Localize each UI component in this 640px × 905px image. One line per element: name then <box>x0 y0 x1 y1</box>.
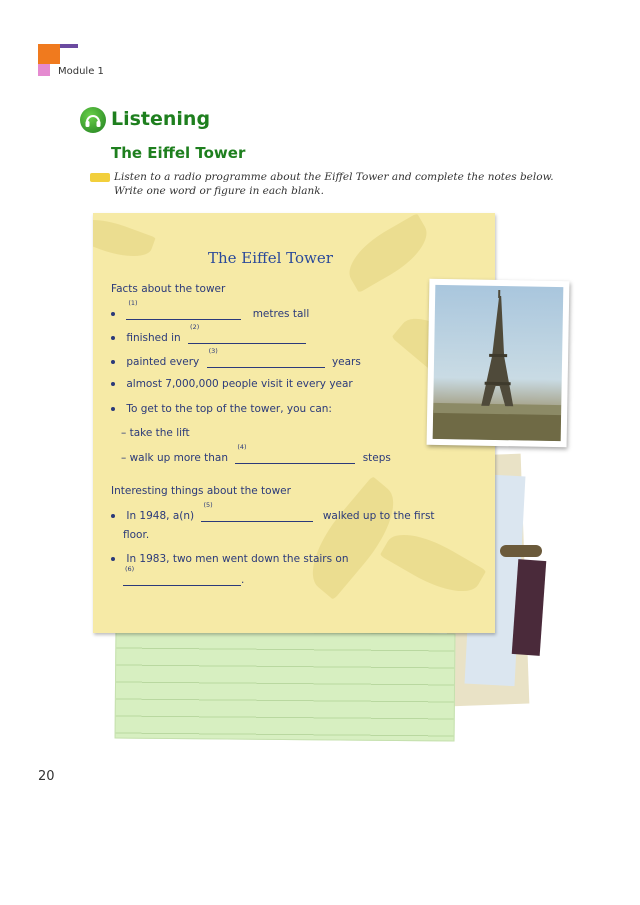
fact-painted-after: years <box>331 356 361 368</box>
interesting-1948-after: walked up to the first <box>322 510 435 522</box>
interesting-1983-blank-line <box>123 565 245 586</box>
leaf-decoration <box>93 213 156 266</box>
bullet <box>111 336 115 340</box>
eiffel-tower-photo <box>427 279 570 447</box>
fact-finished <box>111 323 306 344</box>
instructions-line-1: Listen to a radio programme about the Eiffel Tower and complete the notes below. <box>114 171 554 183</box>
card-title: The Eiffel Tower <box>208 249 333 267</box>
blank-number: (6) <box>125 565 135 573</box>
bullet <box>111 407 115 411</box>
fact-steps-after: steps <box>362 452 391 464</box>
instruction-marker <box>90 173 110 182</box>
module-tab-orange <box>38 44 60 64</box>
interesting-heading: Interesting things about the tower <box>111 485 291 497</box>
blank-number: (2) <box>190 323 200 331</box>
bullet <box>111 514 115 518</box>
facts-heading: Facts about the tower <box>111 283 226 295</box>
module-label: Module 1 <box>58 66 104 77</box>
interesting-1948-text: In 1948, a(n) <box>126 510 195 522</box>
page-number: 20 <box>38 769 55 784</box>
fact-access <box>111 403 332 415</box>
instructions <box>114 170 564 198</box>
fact-visitors-text: almost 7,000,000 people visit it every year <box>126 378 353 390</box>
photo-image <box>433 285 564 441</box>
blank-number: (4) <box>237 443 247 451</box>
blank-4[interactable] <box>235 443 355 464</box>
section-subtitle: The Eiffel Tower <box>111 144 246 162</box>
interesting-1948 <box>111 501 435 522</box>
interesting-1983-text: In 1983, two men went down the stairs on <box>126 553 349 565</box>
blank-5[interactable] <box>201 501 313 522</box>
fact-visitors <box>111 378 353 390</box>
fact-lift: – take the lift <box>121 427 190 439</box>
blank-6[interactable] <box>123 565 241 586</box>
interesting-1983 <box>111 553 349 565</box>
blank-2[interactable] <box>188 323 306 344</box>
instructions-line-2: Write one word or figure in each blank. <box>114 185 324 197</box>
blank-number: (3) <box>208 347 218 355</box>
green-notepad <box>115 631 456 742</box>
bullet <box>111 382 115 386</box>
sentence-end: . <box>241 574 245 586</box>
fact-painted <box>111 347 361 368</box>
fact-height <box>111 299 310 320</box>
blank-1[interactable] <box>126 299 241 320</box>
fact-access-text: To get to the top of the tower, you can: <box>126 403 332 415</box>
string-tie <box>500 545 542 557</box>
blank-number: (5) <box>203 501 213 509</box>
module-tab-pink <box>38 64 50 76</box>
fact-steps <box>121 443 391 464</box>
bullet <box>111 360 115 364</box>
eiffel-tower-icon <box>433 285 564 441</box>
fact-painted-text: painted every <box>126 356 200 368</box>
section-title: Listening <box>111 108 211 130</box>
fact-height-text: metres tall <box>252 308 310 320</box>
blank-number: (1) <box>128 299 138 307</box>
fact-finished-text: finished in <box>126 332 181 344</box>
headphones-icon <box>80 107 106 133</box>
bullet <box>111 312 115 316</box>
module-tab-purple <box>60 44 78 48</box>
interesting-1948-cont: floor. <box>123 529 150 541</box>
leaf-decoration <box>380 521 487 606</box>
dark-card <box>512 559 547 656</box>
leaf-decoration <box>339 213 437 293</box>
bullet <box>111 557 115 561</box>
fact-steps-text: – walk up more than <box>121 452 228 464</box>
blank-3[interactable] <box>207 347 325 368</box>
